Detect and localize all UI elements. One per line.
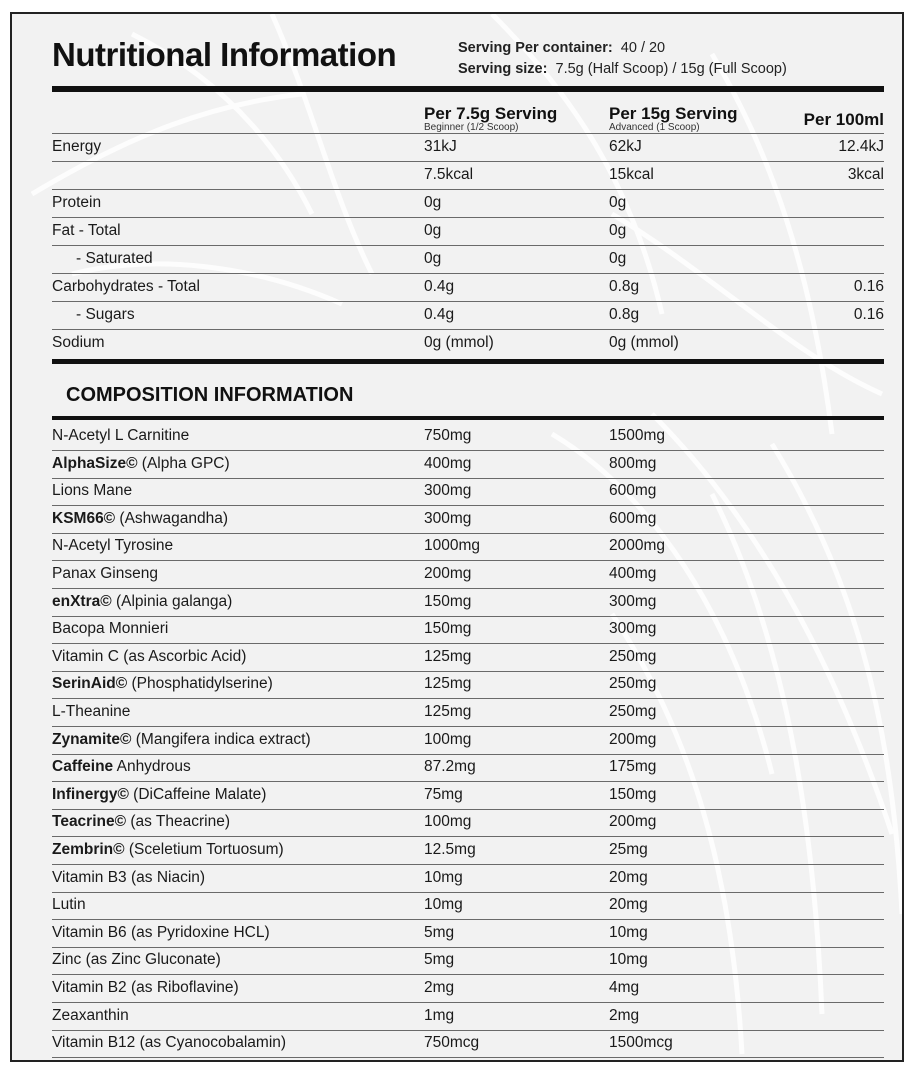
ingredient-label: (as Theacrine) [126,813,230,831]
ingredient-name [52,1007,129,1025]
value-per-15g: 400mg [609,565,657,582]
value-per-15g: 250mg [609,703,657,720]
divider [52,809,884,810]
ingredient-label: Vitamin B6 (as Pyridoxine HCL) [52,923,270,941]
divider [52,245,884,246]
value-per-15g: 0g (mmol) [609,334,679,351]
value-per-15g: 0.8g [609,278,640,295]
ingredient-brand: Teacrine© [52,813,127,831]
ingredient-name [52,1034,286,1052]
value-per-7-5g: 200mg [424,565,472,582]
value-per-7-5g: 150mg [424,620,472,638]
ingredient-name [52,620,168,638]
value-per-15g: 2000mg [609,537,666,555]
composition-title: COMPOSITION INFORMATION [66,384,354,406]
ingredient-name [52,758,191,776]
ingredient-brand: AlphaSize© [52,454,138,472]
value-per-7-5g: 2mg [424,979,455,996]
ingredient-name [52,979,239,997]
divider [52,919,884,920]
value-per-100ml: 3kcal [847,166,884,183]
value-per-15g: 0g [609,194,627,211]
value-per-100ml: 0.16 [853,306,884,323]
ingredient-name [52,951,221,969]
divider [52,133,884,134]
ingredient-name [52,896,86,914]
value-per-7-5g: 300mg [424,509,472,527]
ingredient-brand: KSM66© [52,509,116,527]
value-per-15g: 200mg [609,730,657,748]
ingredient-label: Vitamin C (as Ascorbic Acid) [52,647,247,665]
section-rule [52,416,884,420]
divider [52,560,884,561]
divider [52,836,884,837]
divider [52,301,884,302]
divider [52,1057,884,1058]
divider [52,161,884,162]
value-per-15g: 0g [609,250,627,267]
ingredient-name [52,565,158,583]
value-per-7-5g: 10mg [424,896,463,914]
ingredient-label: (DiCaffeine Malate) [128,785,267,803]
ingredient-label: Lions Mane [52,482,133,500]
divider [52,726,884,727]
serving-per-container-value: 40 / 20 [620,40,666,56]
nutrient-label: Protein [52,194,102,211]
value-per-15g: 250mg [609,647,657,665]
ingredient-name [52,427,189,445]
ingredient-label: Panax Ginseng [52,565,158,582]
ingredient-name [52,786,266,804]
divider [52,892,884,893]
value-per-15g: 15kcal [609,166,654,183]
ingredient-brand: Zembrin© [52,841,125,858]
divider [52,588,884,589]
value-per-15g: 1500mcg [609,1034,673,1052]
value-per-7-5g: 87.2mg [424,758,476,776]
ingredient-name [52,537,173,555]
value-per-7-5g: 0g [424,222,442,239]
value-per-15g: 300mg [609,592,657,610]
divider [52,189,884,190]
value-per-15g: 200mg [609,813,657,831]
ingredient-label: Vitamin B2 (as Riboflavine) [52,979,239,996]
value-per-15g: 4mg [609,979,640,996]
value-per-15g: 2mg [609,1006,640,1024]
value-per-15g: 1500mg [609,427,666,444]
ingredient-name [52,869,205,887]
divider [52,864,884,865]
ingredient-brand: Zynamite© [52,730,132,748]
divider [52,643,884,644]
value-per-7-5g: 100mg [424,813,472,831]
value-per-100ml: 0.16 [853,278,884,295]
value-per-7-5g: 0g (mmol) [424,334,494,351]
ingredient-name [52,841,284,859]
ingredient-name [52,731,311,749]
value-per-7-5g: 7.5kcal [424,166,474,183]
value-per-7-5g: 125mg [424,703,472,720]
ingredient-name [52,675,273,693]
nutrient-label: Fat - Total [52,222,121,239]
value-per-15g: 0g [609,222,627,239]
value-per-7-5g: 10mg [424,868,463,886]
divider [52,478,884,479]
ingredient-name [52,813,230,831]
ingredient-name [52,510,228,528]
serving-info [458,38,787,80]
value-per-7-5g: 0.4g [424,278,455,295]
value-per-15g: 20mg [609,896,648,914]
ingredient-label: (Sceletium Tortuosum) [124,841,284,858]
column-header-sub: Advanced (1 Scoop) [609,122,700,133]
nutrition-panel [10,12,904,1062]
value-per-7-5g: 5mg [424,951,455,969]
column-header-main: Per 15g Serving [609,104,738,123]
nutrient-label: - Saturated [76,250,153,267]
ingredient-label: (Alpinia galanga) [111,592,233,610]
value-per-15g: 300mg [609,620,657,638]
divider [52,505,884,506]
value-per-7-5g: 300mg [424,482,472,500]
value-per-7-5g: 1000mg [424,537,481,555]
value-per-7-5g: 12.5mg [424,841,476,858]
ingredient-label: (Phosphatidylserine) [127,675,273,693]
value-per-15g: 10mg [609,951,648,969]
value-per-7-5g: 150mg [424,592,472,610]
divider [52,947,884,948]
ingredient-label: N-Acetyl Tyrosine [52,537,174,555]
divider [52,698,884,699]
divider [52,329,884,330]
divider [52,1002,884,1003]
value-per-15g: 62kJ [609,138,642,155]
value-per-7-5g: 0g [424,250,442,267]
section-rule [52,359,884,364]
serving-size-value: 7.5g (Half Scoop) / 15g (Full Scoop) [555,61,787,77]
divider [52,450,884,451]
ingredient-name [52,482,132,500]
nutrient-label: Carbohydrates - Total [52,278,200,295]
divider [52,273,884,274]
ingredient-brand: enXtra© [52,592,112,610]
divider [52,616,884,617]
ingredient-label: Vitamin B12 (as Cyanocobalamin) [52,1034,287,1052]
ingredient-name [52,924,270,942]
column-header-main: Per 7.5g Serving [424,104,558,123]
divider [52,754,884,755]
nutrient-label: Energy [52,138,102,155]
column-header-per-7-5g [424,104,557,133]
value-per-7-5g: 125mg [424,647,472,665]
ingredient-label: (Ashwagandha) [115,509,228,527]
divider [52,1030,884,1031]
value-per-7-5g: 1mg [424,1006,455,1024]
ingredient-label: Lutin [52,896,86,914]
column-header-per-100ml [778,110,884,130]
value-per-15g: 25mg [609,841,648,858]
value-per-15g: 0.8g [609,306,640,323]
divider [52,974,884,975]
column-header-sub: Beginner (1/2 Scoop) [424,122,519,133]
serving-size-label: Serving size: [458,61,548,77]
value-per-15g: 250mg [609,675,657,693]
page-title: Nutritional Information [52,36,397,73]
ingredient-label: Zinc (as Zinc Gluconate) [52,951,221,969]
value-per-7-5g: 31kJ [424,138,457,155]
value-per-15g: 20mg [609,868,648,886]
header-rule [52,86,884,92]
value-per-7-5g: 100mg [424,730,472,748]
ingredient-label: Zeaxanthin [52,1006,129,1024]
ingredient-label: (Alpha GPC) [137,454,230,472]
ingredient-name [52,648,246,666]
value-per-7-5g: 750mcg [424,1034,480,1052]
ingredient-label: Vitamin B3 (as Niacin) [52,868,206,886]
value-per-7-5g: 0g [424,194,442,211]
ingredient-label: Anhydrous [113,758,191,776]
ingredient-name [52,455,230,473]
divider [52,671,884,672]
ingredient-brand: Infinergy© [52,785,129,803]
divider [52,533,884,534]
value-per-15g: 10mg [609,923,648,941]
value-per-15g: 800mg [609,454,657,472]
value-per-7-5g: 5mg [424,923,455,941]
value-per-7-5g: 400mg [424,454,472,472]
column-header-per-15g [609,104,738,133]
ingredient-label: N-Acetyl L Carnitine [52,427,190,444]
nutrient-label: Sodium [52,334,105,351]
value-per-15g: 150mg [609,785,657,803]
ingredient-label: (Mangifera indica extract) [131,730,311,748]
ingredient-label: Bacopa Monnieri [52,620,169,638]
value-per-7-5g: 750mg [424,427,472,444]
value-per-7-5g: 75mg [424,785,463,803]
value-per-15g: 600mg [609,509,657,527]
serving-per-container-label: Serving Per container: [458,40,613,56]
ingredient-label: L-Theanine [52,703,131,720]
column-header-main: Per 100ml [803,110,884,129]
divider [52,781,884,782]
value-per-7-5g: 0.4g [424,306,455,323]
ingredient-brand: SerinAid© [52,675,128,693]
value-per-15g: 600mg [609,482,657,500]
value-per-7-5g: 125mg [424,675,472,693]
ingredient-name [52,703,130,721]
value-per-100ml: 12.4kJ [838,138,884,155]
divider [52,217,884,218]
ingredient-name [52,593,232,611]
value-per-15g: 175mg [609,758,657,776]
nutrient-label: - Sugars [76,306,135,323]
ingredient-brand: Caffeine [52,758,114,776]
